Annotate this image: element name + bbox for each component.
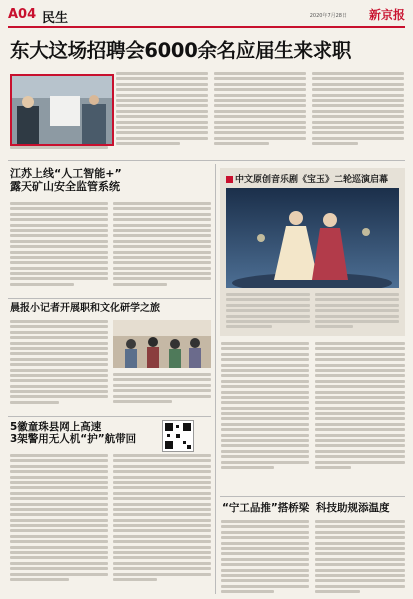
article-body xyxy=(221,342,309,490)
page-number: A04 xyxy=(8,7,37,22)
stage-photo xyxy=(226,188,399,288)
issue-date: 2020年7月28日 xyxy=(309,13,347,19)
article-headline: 中文原创音乐剧《宝玉》二轮巡演启幕 xyxy=(226,172,388,185)
article-headline: 5徽童珠县网上高速 3架警用无人机“护”航带回 xyxy=(10,421,137,446)
bullet-icon xyxy=(226,176,233,183)
article-body xyxy=(10,454,108,594)
job-fair-photo xyxy=(12,76,112,144)
photo-caption xyxy=(10,146,110,151)
article-headline: 科技助规添温度 xyxy=(316,502,390,514)
article-headline: 晨报小记者开展职和文化研学之旅 xyxy=(10,303,160,314)
musical-photo xyxy=(226,188,399,288)
column-divider xyxy=(215,164,216,594)
article-headline: 江苏上线“人工智能+” 露天矿山安全监管系统 xyxy=(10,167,122,193)
article-body-top xyxy=(116,72,208,152)
article-headline: “宁工品推”搭桥梁 xyxy=(222,502,310,514)
article-headline: 东大这场招聘会6000余名应届生来求职 xyxy=(10,39,352,62)
article-body xyxy=(221,520,309,594)
section-title: 民生 xyxy=(42,11,69,26)
newspaper-logo: 新京报 xyxy=(368,8,405,22)
qr-code xyxy=(162,420,194,452)
qr-code-icon xyxy=(163,421,193,451)
article-body xyxy=(10,320,108,410)
study-tour-photo xyxy=(113,320,211,368)
article-photo xyxy=(113,320,211,368)
section-divider xyxy=(8,160,405,161)
masthead xyxy=(8,4,405,28)
article-body xyxy=(10,202,108,294)
article-photo xyxy=(10,74,114,146)
